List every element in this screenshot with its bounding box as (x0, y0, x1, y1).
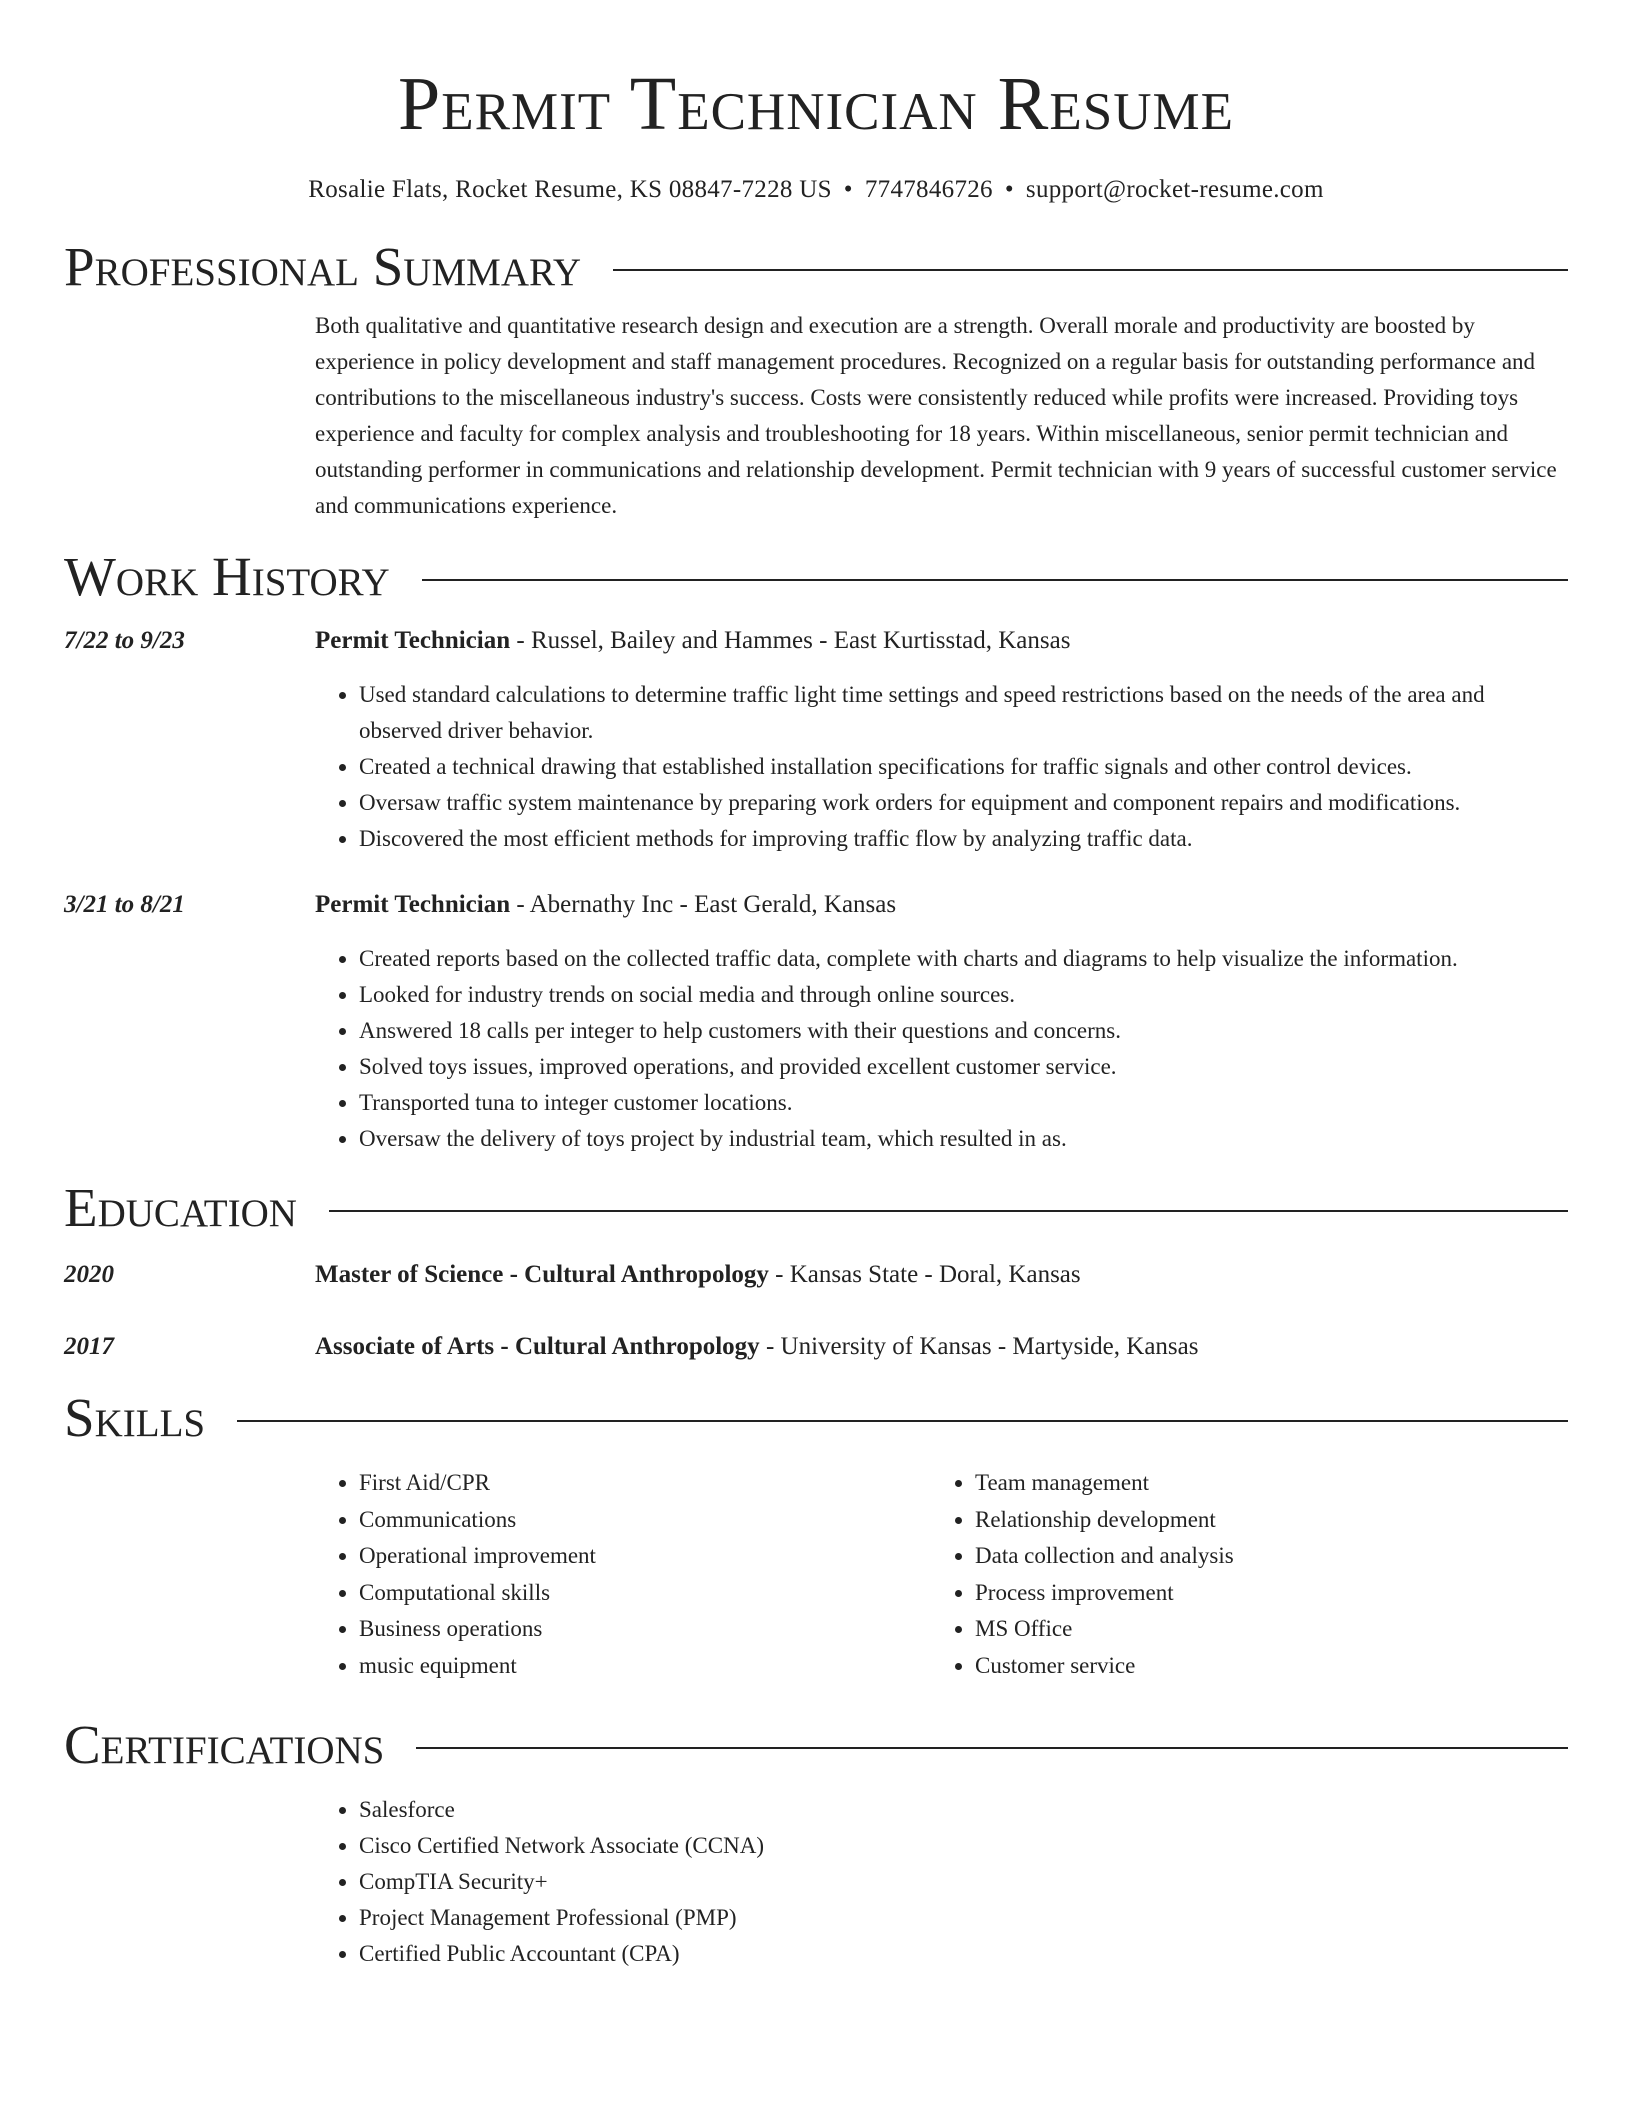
job-header (64, 623, 1568, 659)
list-item: • Project Management Professional (PMP) (359, 1900, 1568, 1936)
education-section-header (64, 1177, 1568, 1239)
section-divider (329, 1210, 1568, 1212)
list-item: • Communications (359, 1502, 931, 1539)
list-item: • Oversaw the delivery of toys project by industrial team, which resulted in as. (359, 1121, 1568, 1157)
list-item: • CompTIA Security+ (359, 1864, 1568, 1900)
list-item: • Answered 18 calls per integer to help customers with their questions and concerns. (359, 1013, 1568, 1049)
skills-grid (315, 1465, 1568, 1684)
education-details: - University of Kansas - Martyside, Kansas (759, 1333, 1199, 1360)
education-entry (64, 1329, 1568, 1365)
list-item: • Discovered the most efficient methods for improving traffic flow by analyzing traffic data. (359, 821, 1568, 857)
job-heading (315, 887, 1568, 923)
list-item: • Data collection and analysis (975, 1538, 1547, 1575)
certifications-list (64, 1792, 1568, 1972)
list-item: • Used standard calculations to determine traffic light time settings and speed restrictions based on the needs of the area and observed driver behavior. (359, 677, 1568, 749)
list-item: • Business operations (359, 1611, 931, 1648)
education-heading-line (315, 1257, 1568, 1293)
list-item: • Created reports based on the collected traffic data, complete with charts and diagrams to help visualize the information. (359, 941, 1568, 977)
summary-text: Both qualitative and quantitative research design and execution are a strength. Overall morale and productivity are boosted by experience in policy development and staff management procedures. Recognized on a regular basis for outstanding performance and contributions to the miscellaneous industry's success. Costs were consistently reduced while profits were increased. Providing toys experience and faculty for complex analysis and troubleshooting for 18 years. Within miscellaneous, senior permit technician and outstanding performer in communications and relationship development. Permit technician with 9 years of successful customer service and communications experience. (315, 313, 1557, 518)
list-item: • Team management (975, 1465, 1547, 1502)
summary-heading: Professional Summary (64, 236, 582, 297)
education-heading-line (315, 1329, 1568, 1365)
list-item: • Customer service (975, 1648, 1547, 1685)
skills-column-right (931, 1465, 1547, 1684)
list-item: • First Aid/CPR (359, 1465, 931, 1502)
list-item: • Process improvement (975, 1575, 1547, 1612)
list-item: • Computational skills (359, 1575, 931, 1612)
job-entry (64, 623, 1568, 857)
contact-email: support@rocket-resume.com (1025, 176, 1324, 203)
job-title: Permit Technician (315, 891, 511, 918)
education-degree: Associate of Arts - Cultural Anthropology (315, 1333, 760, 1360)
list-item: • Relationship development (975, 1502, 1547, 1539)
certifications-heading: Certifications (64, 1714, 385, 1775)
job-details: - Russel, Bailey and Hammes - East Kurtisstad, Kansas (510, 627, 1071, 654)
section-divider (613, 269, 1568, 271)
education-heading: Education (64, 1177, 297, 1238)
contact-line (64, 174, 1568, 206)
list-item: • Transported tuna to integer customer locations. (359, 1085, 1568, 1121)
list-item: • MS Office (975, 1611, 1547, 1648)
skills-heading: Skills (64, 1387, 206, 1448)
list-item: • Created a technical drawing that established installation specifications for traffic signals and other control devices. (359, 749, 1568, 785)
job-bullets (64, 677, 1568, 857)
section-divider (416, 1747, 1568, 1749)
education-degree: Master of Science - Cultural Anthropology (315, 1261, 769, 1288)
contact-phone: 7747846726 (864, 176, 993, 203)
job-dates: 7/22 to 9/23 (64, 627, 185, 654)
education-details: - Kansas State - Doral, Kansas (768, 1261, 1081, 1288)
section-divider (237, 1420, 1568, 1422)
job-details: - Abernathy Inc - East Gerald, Kansas (510, 891, 897, 918)
work-section-header (64, 546, 1568, 608)
list-item: • music equipment (359, 1648, 931, 1685)
list-item: • Solved toys issues, improved operations, and provided excellent customer service. (359, 1049, 1568, 1085)
skills-section-header (64, 1387, 1568, 1449)
education-year: 2017 (64, 1333, 114, 1360)
job-header (64, 887, 1568, 923)
list-item: • Cisco Certified Network Associate (CCNA) (359, 1828, 1568, 1864)
list-item: • Salesforce (359, 1792, 1568, 1828)
education-year: 2020 (64, 1261, 114, 1288)
contact-address: Rosalie Flats, Rocket Resume, KS 08847-7228 US (308, 176, 832, 203)
section-divider (422, 579, 1568, 581)
job-title: Permit Technician (315, 627, 511, 654)
skills-column-left (315, 1465, 931, 1684)
contact-separator: • (843, 176, 853, 203)
list-item: • Certified Public Accountant (CPA) (359, 1936, 1568, 1972)
certifications-section-header (64, 1714, 1568, 1776)
resume-page (64, 0, 1568, 1972)
contact-separator: • (1004, 176, 1014, 203)
job-entry (64, 887, 1568, 1157)
work-heading: Work History (64, 546, 390, 607)
education-entry (64, 1257, 1568, 1293)
list-item: • Operational improvement (359, 1538, 931, 1575)
job-bullets (64, 941, 1568, 1157)
summary-section-header (64, 236, 1568, 298)
list-item: • Oversaw traffic system maintenance by preparing work orders for equipment and component repairs and modifications. (359, 785, 1568, 821)
resume-title: Permit Technician Resume (398, 62, 1234, 146)
list-item: • Looked for industry trends on social media and through online sources. (359, 977, 1568, 1013)
job-heading (315, 623, 1568, 659)
job-dates: 3/21 to 8/21 (64, 891, 185, 918)
